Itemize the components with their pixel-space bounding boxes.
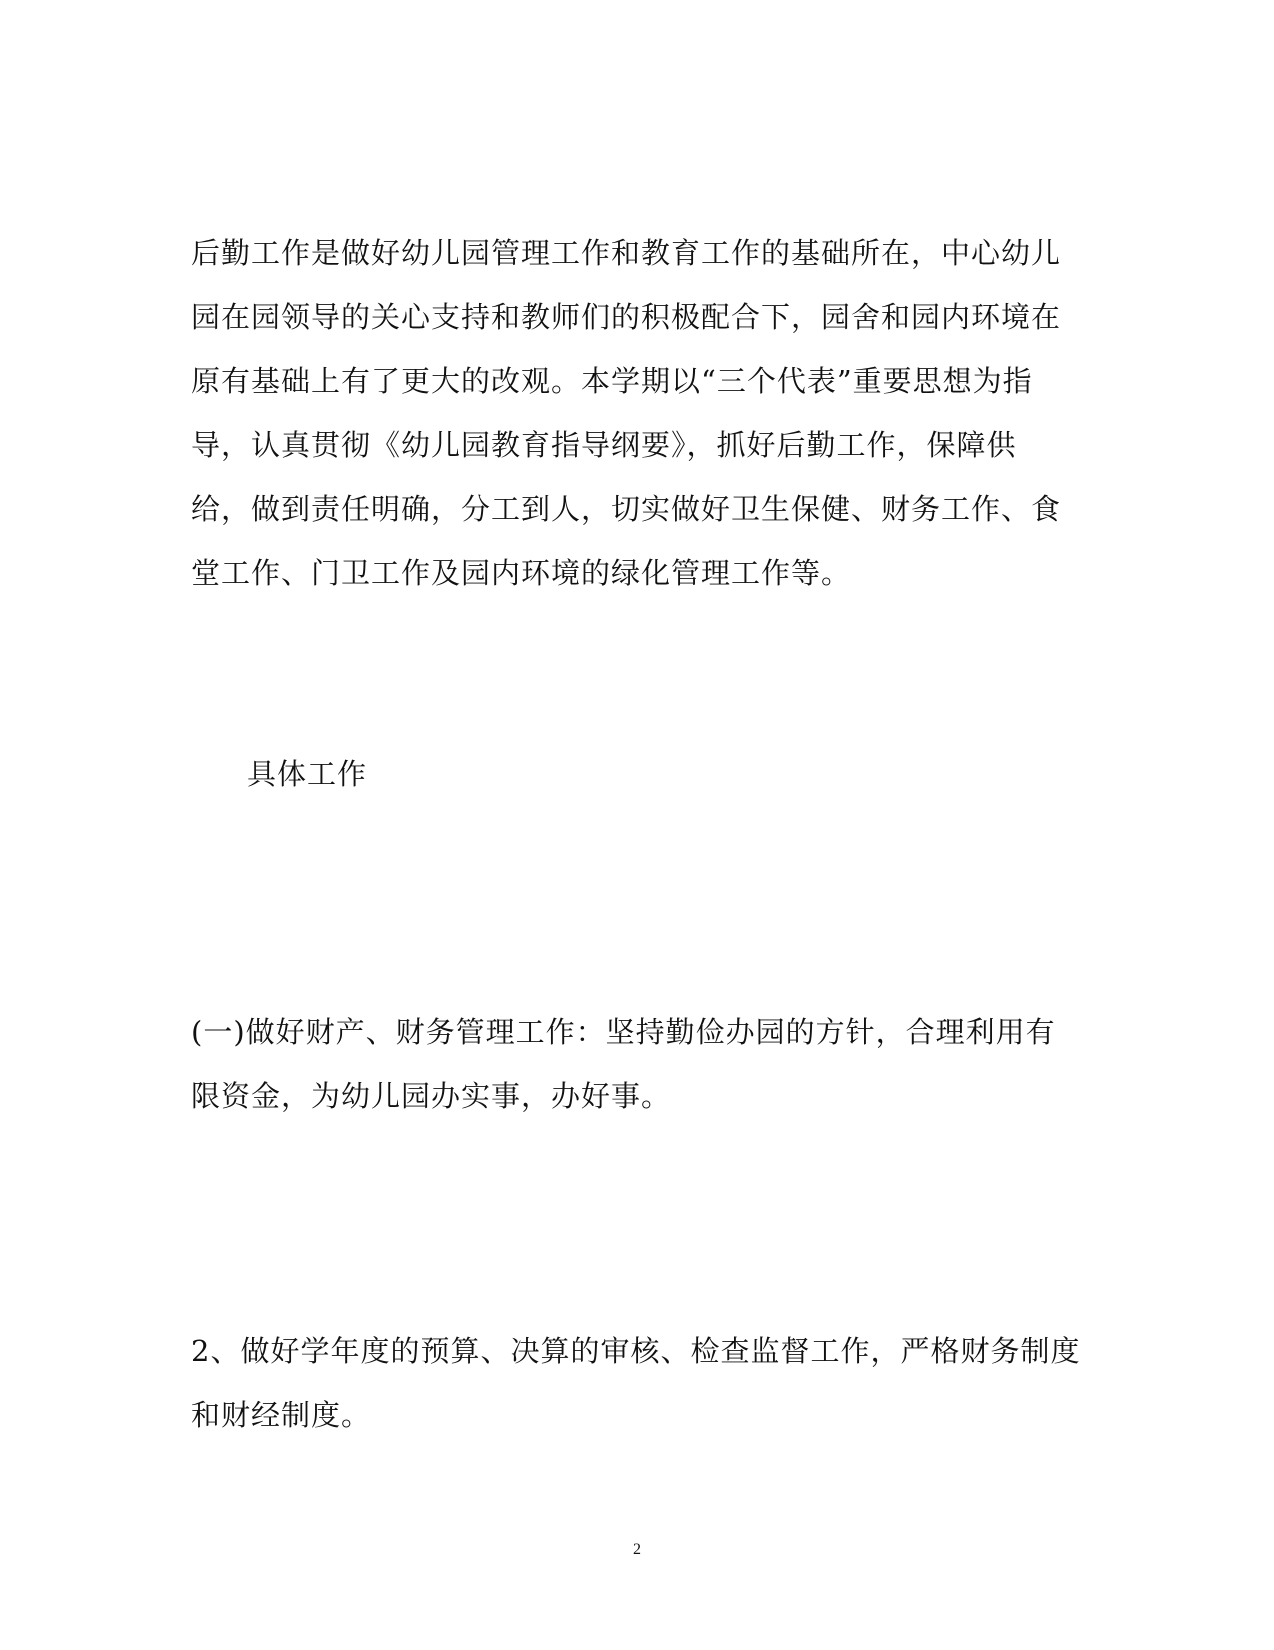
intro-paragraph: 后勤工作是做好幼儿园管理工作和教育工作的基础所在，中心幼儿园在园领导的关心支持和教师们的积极配合下，园舍和园内环境在原有基础上有了更大的改观。本学期以“三个代表”重要思想为指导，认真贯彻《幼儿园教育指导纲要》，抓好后勤工作，保障供给，做到责任明确，分工到人，切实做好卫生保健、财务工作、食堂工作、门卫工作及园内环境的绿化管理工作等。 — [191, 236, 1062, 590]
page-number: 2 — [633, 1541, 641, 1558]
item-two-paragraph: 2、做好学年度的预算、决算的审核、检查监督工作，严格财务制度和财经制度。 — [191, 1334, 1081, 1432]
section-heading: 具体工作 — [247, 757, 368, 791]
item-one-paragraph: (一)做好财产、财务管理工作：坚持勤俭办园的方针，合理利用有限资金，为幼儿园办实事，办好事。 — [191, 1015, 1056, 1113]
